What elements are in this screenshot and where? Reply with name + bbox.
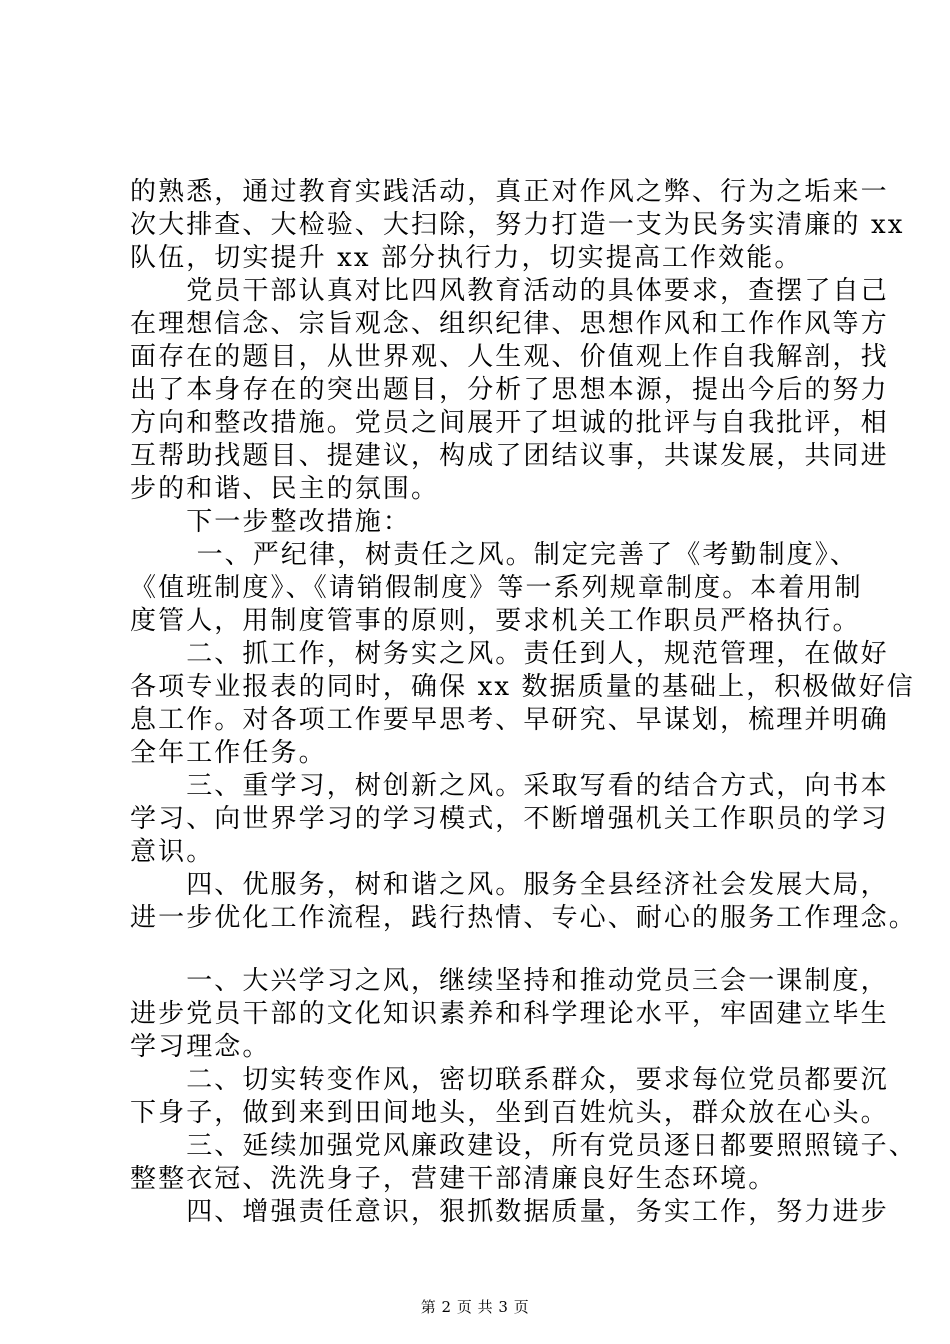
text-line: 的熟悉，通过教育实践活动，真正对作风之弊、行为之垢来一 (130, 177, 889, 207)
paragraph (130, 275, 889, 506)
text-line: 互帮助找题目、提建议，构成了团结议事，共谋发展，共同进 (130, 441, 889, 471)
paragraph (130, 1196, 889, 1229)
paragraph (130, 965, 889, 1064)
text-line: 下身子，做到来到田间地头，坐到百姓炕头，群众放在心头。 (130, 1098, 889, 1128)
text-line: 次大排查、大检验、大扫除，努力打造一支为民务实清廉的 xx (130, 210, 905, 240)
paragraph (130, 176, 905, 275)
paragraph-gap (130, 935, 850, 965)
text-line: 进一步优化工作流程，践行热情、专心、耐心的服务工作理念。 (130, 903, 917, 933)
text-line: 队伍，切实提升 xx 部分执行力，切实提高工作效能。 (130, 243, 803, 273)
text-line: 在理想信念、宗旨观念、组织纪律、思想作风和工作作风等方 (130, 309, 889, 339)
paragraph (130, 539, 863, 638)
text-line: 息工作。对各项工作要早思考、早研究、早谋划，梳理并明确 (130, 705, 889, 735)
paragraph (130, 1130, 917, 1196)
paragraph (130, 869, 917, 935)
text-line: 《值班制度》、《请销假制度》等一系列规章制度。本着用制 (130, 573, 863, 603)
text-line: 一、大兴学习之风，继续坚持和推动党员三会一课制度， (130, 966, 889, 996)
text-line: 学习理念。 (130, 1032, 271, 1062)
text-line: 各项专业报表的同时，确保 xx 数据质量的基础上，积极做好信 (130, 672, 915, 702)
text-line: 学习、向世界学习的学习模式，不断增强机关工作职员的学习 (130, 804, 889, 834)
text-line: 一、严纪律，树责任之风。制定完善了《考勤制度》、 (130, 540, 858, 570)
text-line: 三、重学习，树创新之风。采取写看的结合方式，向书本 (130, 771, 889, 801)
text-line: 度管人，用制度管事的原则，要求机关工作职员严格执行。 (130, 606, 861, 636)
document-body (130, 176, 917, 1229)
text-line: 二、切实转变作风，密切联系群众，要求每位党员都要沉 (130, 1065, 889, 1095)
text-line: 全年工作任务。 (130, 738, 327, 768)
text-line: 整整衣冠、洗洗身子，营建干部清廉良好生态环境。 (130, 1164, 777, 1194)
text-line: 步的和谐、民主的氛围。 (130, 474, 440, 504)
text-line: 方向和整改措施。党员之间展开了坦诚的批评与自我批评，相 (130, 408, 889, 438)
text-line: 四、增强责任意识，狠抓数据质量，务实工作，努力进步 (130, 1197, 889, 1227)
paragraph (130, 770, 889, 869)
text-line: 进步党员干部的文化知识素养和科学理论水平，牢固建立毕生 (130, 999, 889, 1029)
text-line: 下一步整改措施： (130, 507, 412, 537)
text-line: 四、优服务，树和谐之风。服务全县经济社会发展大局， (130, 870, 889, 900)
paragraph (130, 1064, 889, 1130)
paragraph (130, 506, 850, 539)
text-line: 党员干部认真对比四风教育活动的具体要求，查摆了自己 (130, 276, 889, 306)
text-line: 三、延续加强党风廉政建设，所有党员逐日都要照照镜子、 (130, 1131, 917, 1161)
text-line: 面存在的题目，从世界观、人生观、价值观上作自我解剖，找 (130, 342, 889, 372)
text-line: 出了本身存在的突出题目，分析了思想本源，提出今后的努力 (130, 375, 889, 405)
page-footer: 第 2 页 共 3 页 (420, 1298, 530, 1316)
paragraph (130, 638, 915, 770)
text-line: 二、抓工作，树务实之风。责任到人，规范管理，在做好 (130, 639, 889, 669)
text-line: 意识。 (130, 837, 215, 867)
